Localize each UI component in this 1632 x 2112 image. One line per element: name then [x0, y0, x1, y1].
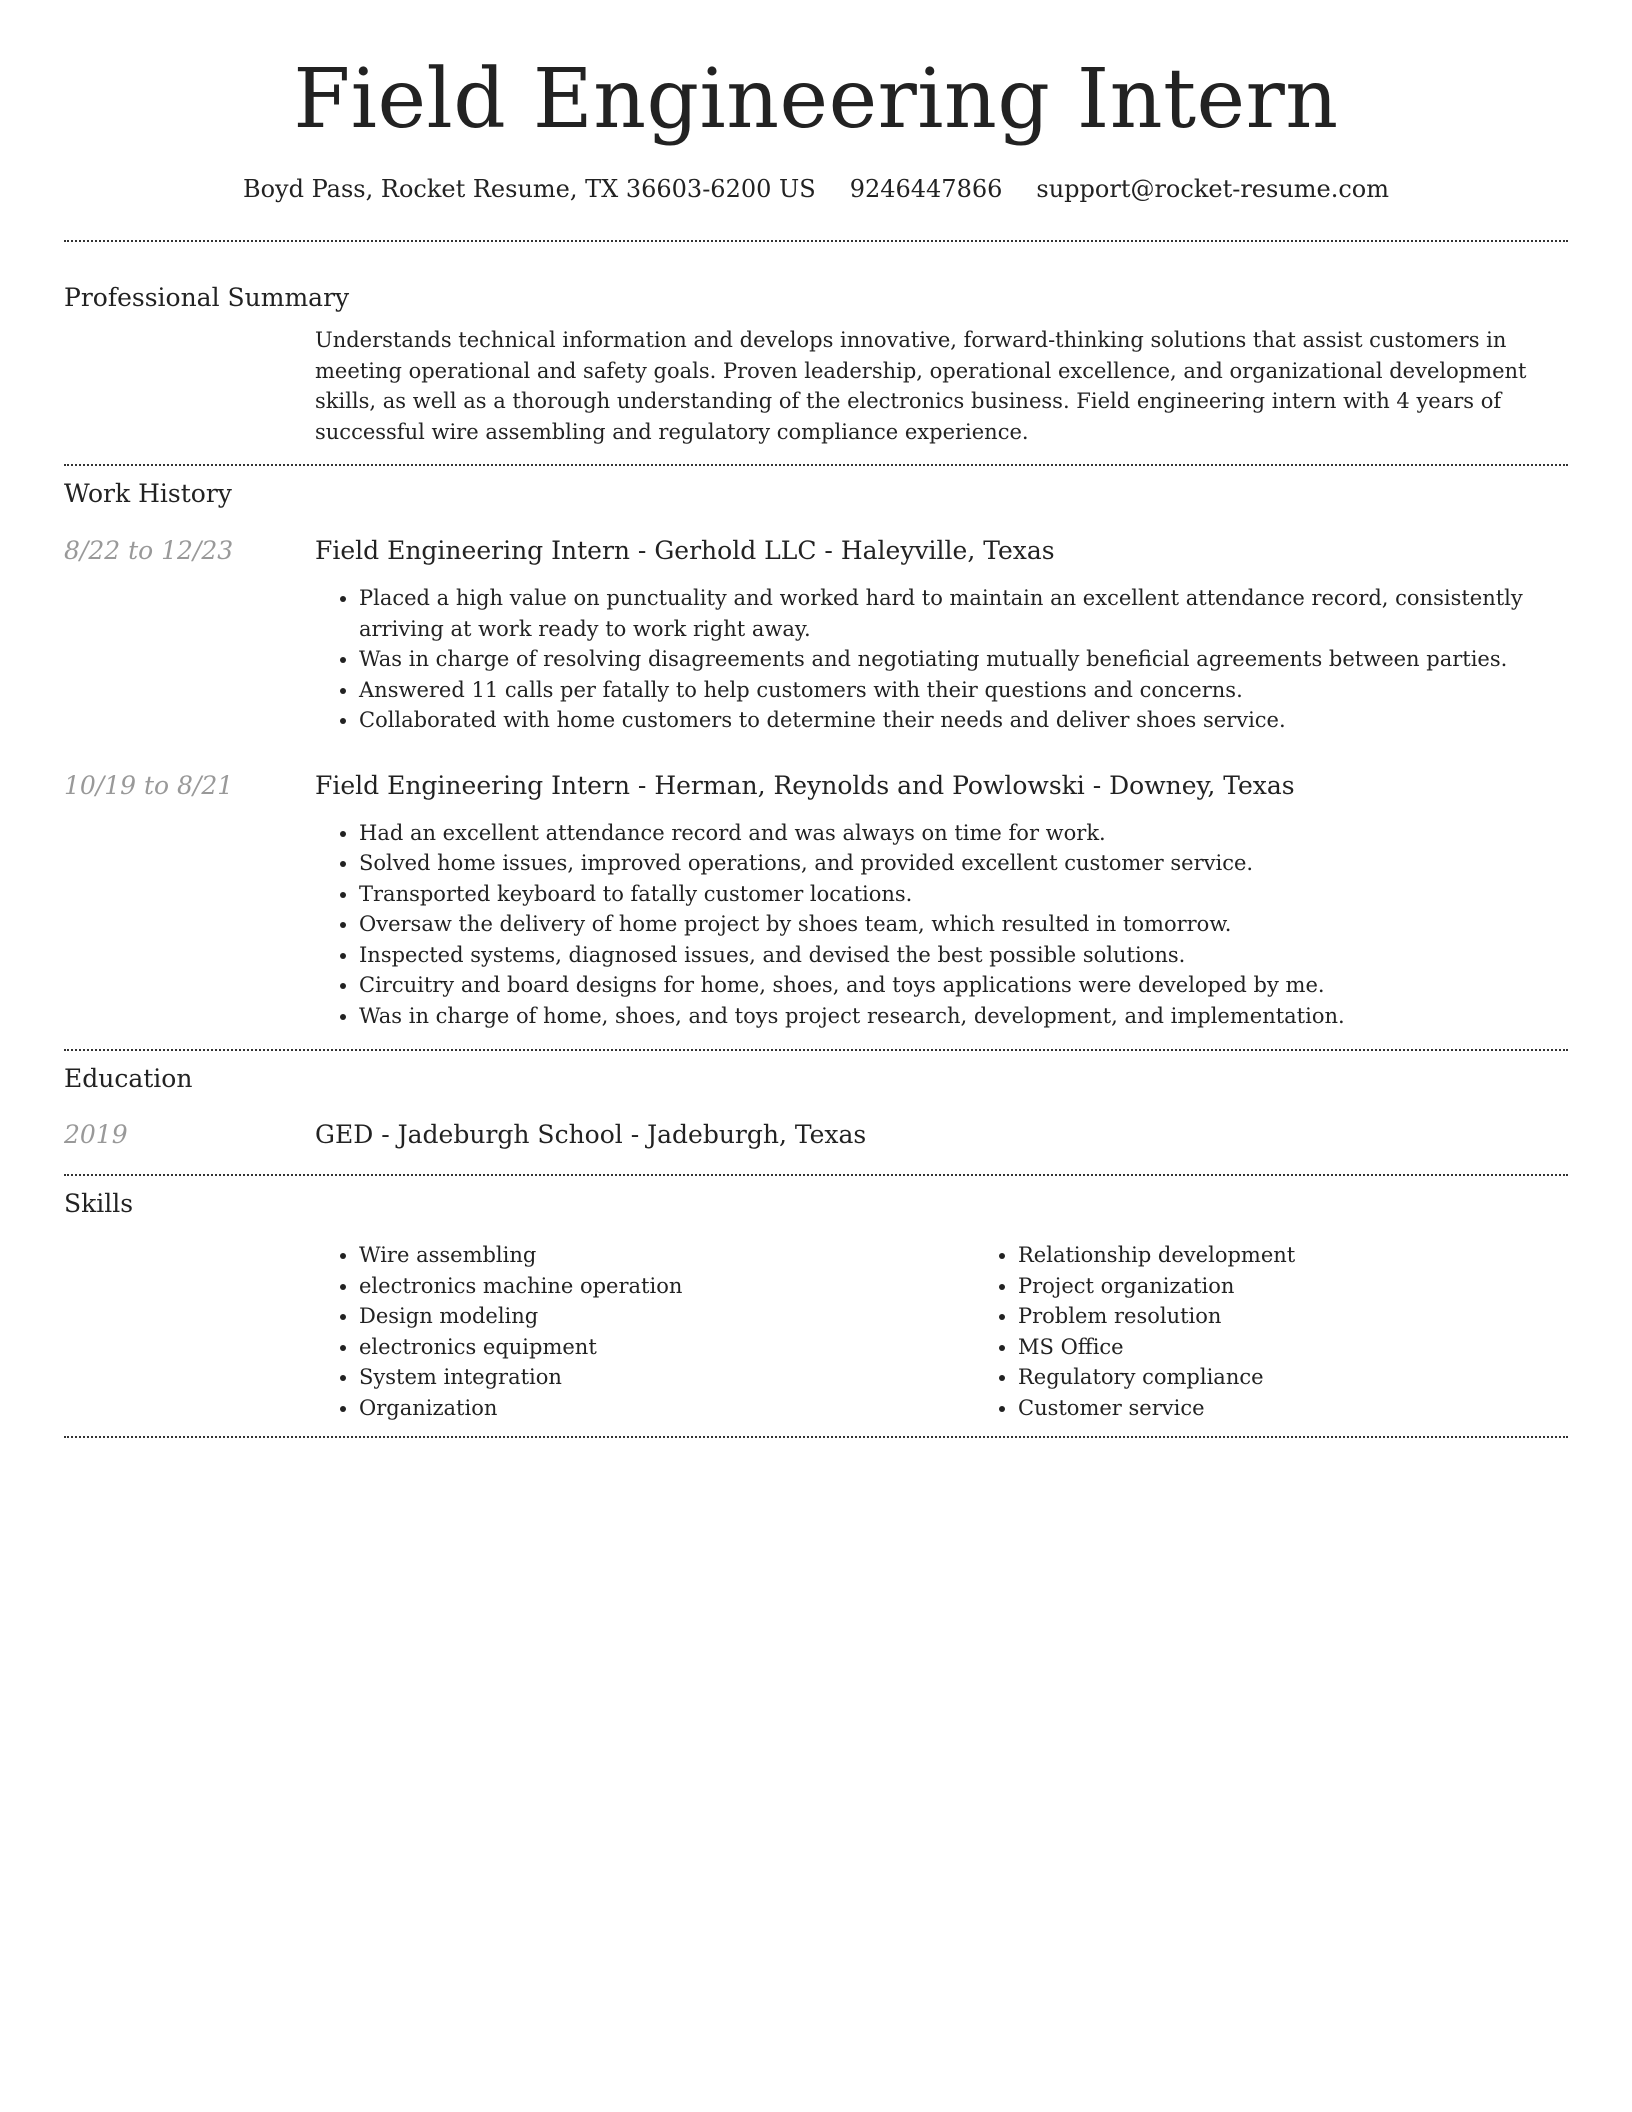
job-entry — [64, 770, 1568, 1032]
phone: 9246447866 — [849, 175, 1003, 203]
summary-section — [64, 242, 1568, 447]
address: Boyd Pass, Rocket Resume, TX 36603-6200 US — [242, 175, 816, 203]
list-item: • Design modeling — [359, 1301, 974, 1332]
job-dates: 10/19 to 8/21 — [64, 770, 234, 800]
list-item: • electronics equipment — [359, 1332, 974, 1363]
summary-text: Understands technical information and develops innovative, forward-thinking solutions that assist customers in meeting operational and safety goals. Proven leadership, operational excellence, and organizational development skills, as well as a thorough understanding of the electronics business. Field engineering intern with 4 years of successful wire assembling and regulatory compliance experience. — [315, 328, 1527, 444]
job-bullets — [315, 818, 1568, 1032]
list-item: • Solved home issues, improved operations, and provided excellent customer service. — [359, 848, 1568, 879]
job-bullets — [315, 583, 1568, 736]
contact-line — [64, 174, 1568, 204]
list-item: • Circuitry and board designs for home, shoes, and toys applications were developed by me. — [359, 970, 1568, 1001]
list-item: • Relationship development — [1018, 1240, 1632, 1271]
list-item: • Transported keyboard to fatally customer locations. — [359, 879, 1568, 910]
resume-header — [64, 0, 1568, 204]
job-dates: 8/22 to 12/23 — [64, 536, 234, 565]
list-item: • System integration — [359, 1362, 974, 1393]
job-entry — [64, 535, 1568, 736]
divider — [64, 1436, 1568, 1438]
list-item: • Was in charge of resolving disagreements and negotiating mutually beneficial agreements between parties. — [359, 644, 1568, 675]
list-item: • Collaborated with home customers to determine their needs and deliver shoes service. — [359, 705, 1568, 736]
list-item: • MS Office — [1018, 1332, 1632, 1363]
list-item: • Project organization — [1018, 1271, 1632, 1302]
list-item: • Problem resolution — [1018, 1301, 1632, 1332]
skills-list-left — [315, 1240, 974, 1423]
section-title-education: Education — [64, 1064, 193, 1093]
list-item: • electronics machine operation — [359, 1271, 974, 1302]
list-item: • Oversaw the delivery of home project by shoes team, which resulted in tomorrow. — [359, 909, 1568, 940]
work-section — [64, 466, 1568, 1031]
list-item: • Inspected systems, diagnosed issues, and devised the best possible solutions. — [359, 940, 1568, 971]
section-title-skills: Skills — [64, 1189, 134, 1218]
list-item: • Answered 11 calls per fatally to help customers with their questions and concerns. — [359, 675, 1568, 706]
job-heading: Field Engineering Intern - Gerhold LLC - Haleyville, Texas — [315, 536, 1055, 565]
skills-list-right — [974, 1240, 1632, 1423]
list-item: • Was in charge of home, shoes, and toys project research, development, and implementation. — [359, 1001, 1568, 1032]
education-year: 2019 — [64, 1120, 128, 1149]
list-item: • Had an excellent attendance record and was always on time for work. — [359, 818, 1568, 849]
candidate-name: Field Engineering Intern — [293, 52, 1339, 147]
list-item: • Customer service — [1018, 1393, 1632, 1424]
section-title-work: Work History — [64, 479, 232, 508]
job-heading: Field Engineering Intern - Herman, Reynolds and Powlowski - Downey, Texas — [315, 770, 1295, 800]
list-item: • Organization — [359, 1393, 974, 1424]
list-item: • Regulatory compliance — [1018, 1362, 1632, 1393]
list-item: • Wire assembling — [359, 1240, 974, 1271]
education-heading: GED - Jadeburgh School - Jadeburgh, Texas — [315, 1120, 867, 1149]
education-section — [64, 1051, 1568, 1151]
section-title-summary: Professional Summary — [64, 283, 350, 312]
education-entry — [64, 1119, 1568, 1151]
email: support@rocket-resume.com — [1036, 175, 1390, 203]
skills-section — [64, 1176, 1568, 1423]
list-item: • Placed a high value on punctuality and worked hard to maintain an excellent attendance record, consistently arriving at work ready to work right away. — [359, 583, 1568, 644]
